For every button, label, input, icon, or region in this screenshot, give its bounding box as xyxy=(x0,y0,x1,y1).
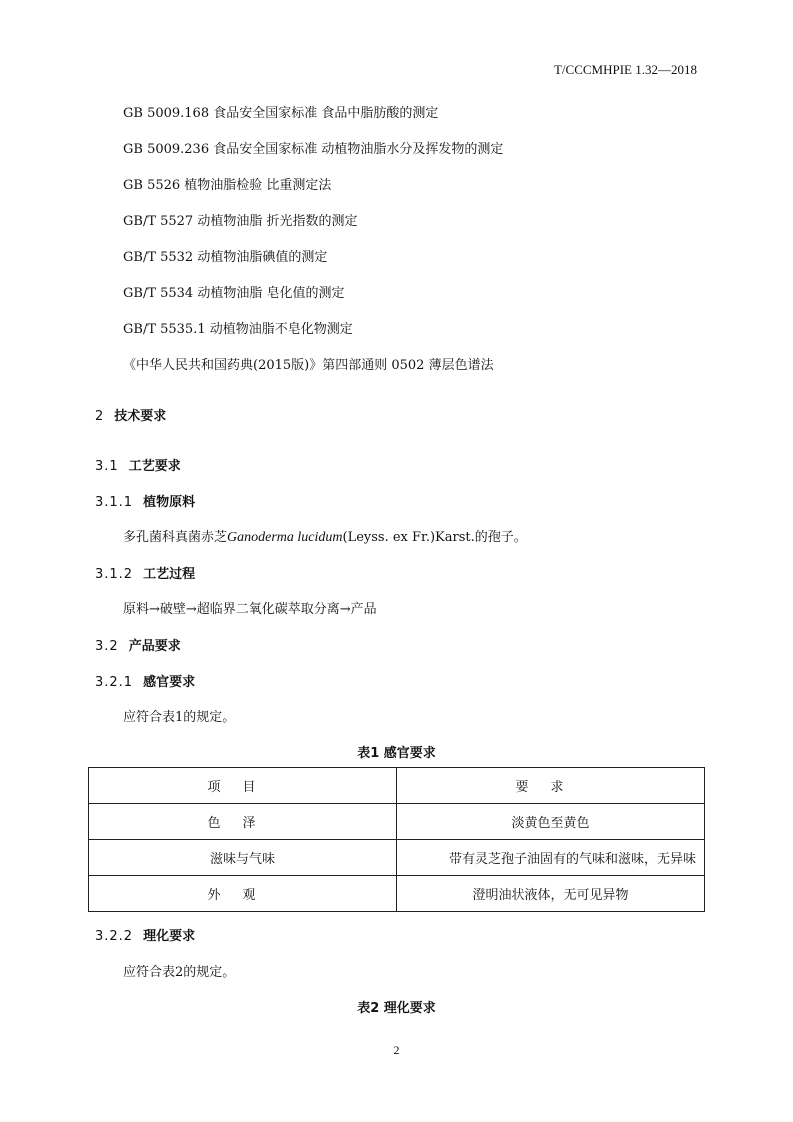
table-cell: 淡黄色至黄色 xyxy=(397,804,705,840)
table-row xyxy=(89,840,705,876)
section-heading-3-1-1 xyxy=(95,491,195,510)
document-code: T/CCCMHPIE 1.32—2018 xyxy=(553,62,697,77)
normative-references-list xyxy=(123,104,503,392)
table-cell: 澄明油状液体，无可见异物 xyxy=(397,876,705,912)
section-number: 3.2 xyxy=(95,639,119,654)
section-title: 工艺过程 xyxy=(143,567,196,582)
reference-item: GB/T 5534 动植物油脂 皂化值的测定 xyxy=(123,286,345,301)
section-title: 植物原料 xyxy=(143,495,196,510)
sensory-reference-paragraph: 应符合表1的规定。 xyxy=(123,710,236,725)
section-number: 3.1 xyxy=(95,459,119,474)
section-number: 3.2.2 xyxy=(95,929,134,944)
raw-material-prefix: 多孔菌科真菌赤芝 xyxy=(123,530,228,545)
table-row xyxy=(89,876,705,912)
latin-name: Ganoderma lucidum xyxy=(227,530,343,545)
column-header-item: 项目 xyxy=(89,768,397,804)
table-cell: 色泽 xyxy=(89,804,397,840)
reference-item: GB 5526 植物油脂检验 比重测定法 xyxy=(123,178,332,193)
section-heading-3-2 xyxy=(95,635,181,654)
sensory-requirements-table xyxy=(88,767,705,912)
table-cell: 外观 xyxy=(89,876,397,912)
reference-item: GB 5009.236 食品安全国家标准 动植物油脂水分及挥发物的测定 xyxy=(123,142,504,157)
section-title: 理化要求 xyxy=(143,929,196,944)
reference-item: GB/T 5532 动植物油脂碘值的测定 xyxy=(123,250,328,265)
reference-item: GB 5009.168 食品安全国家标准 食品中脂肪酸的测定 xyxy=(123,106,439,121)
page-number: 2 xyxy=(393,1043,400,1057)
section-heading-3-2-1 xyxy=(95,671,195,690)
section-number: 3.2.1 xyxy=(95,675,134,690)
section-number: 3.1.1 xyxy=(95,495,134,510)
table-row xyxy=(89,804,705,840)
reference-item: GB/T 5527 动植物油脂 折光指数的测定 xyxy=(123,214,358,229)
section-heading-2 xyxy=(95,405,166,424)
section-title: 产品要求 xyxy=(128,639,181,654)
section-title: 感官要求 xyxy=(143,675,196,690)
table1-caption: 表1 感官要求 xyxy=(357,746,436,761)
section-number: 2 xyxy=(95,409,105,424)
section-heading-3-1-2 xyxy=(95,563,195,582)
raw-material-paragraph xyxy=(123,526,527,546)
table-header-row xyxy=(89,768,705,804)
section-number: 3.1.2 xyxy=(95,567,134,582)
physicochemical-reference-paragraph: 应符合表2的规定。 xyxy=(123,965,236,980)
raw-material-suffix: (Leyss. ex Fr.)Karst.的孢子。 xyxy=(342,530,527,545)
section-heading-3-1 xyxy=(95,455,181,474)
section-title: 技术要求 xyxy=(114,409,167,424)
column-header-requirement: 要求 xyxy=(397,768,705,804)
table-cell: 带有灵芝孢子油固有的气味和滋味，无异味 xyxy=(397,840,705,876)
reference-item: 《中华人民共和国药典(2015版)》第四部通则 0502 薄层色谱法 xyxy=(123,358,494,373)
table2-caption: 表2 理化要求 xyxy=(357,1001,436,1016)
section-heading-3-2-2 xyxy=(95,925,195,944)
section-title: 工艺要求 xyxy=(128,459,181,474)
table-cell: 滋味与气味 xyxy=(89,840,397,876)
process-paragraph: 原料→破壁→超临界二氧化碳萃取分离→产品 xyxy=(123,602,377,617)
reference-item: GB/T 5535.1 动植物油脂不皂化物测定 xyxy=(123,322,353,337)
